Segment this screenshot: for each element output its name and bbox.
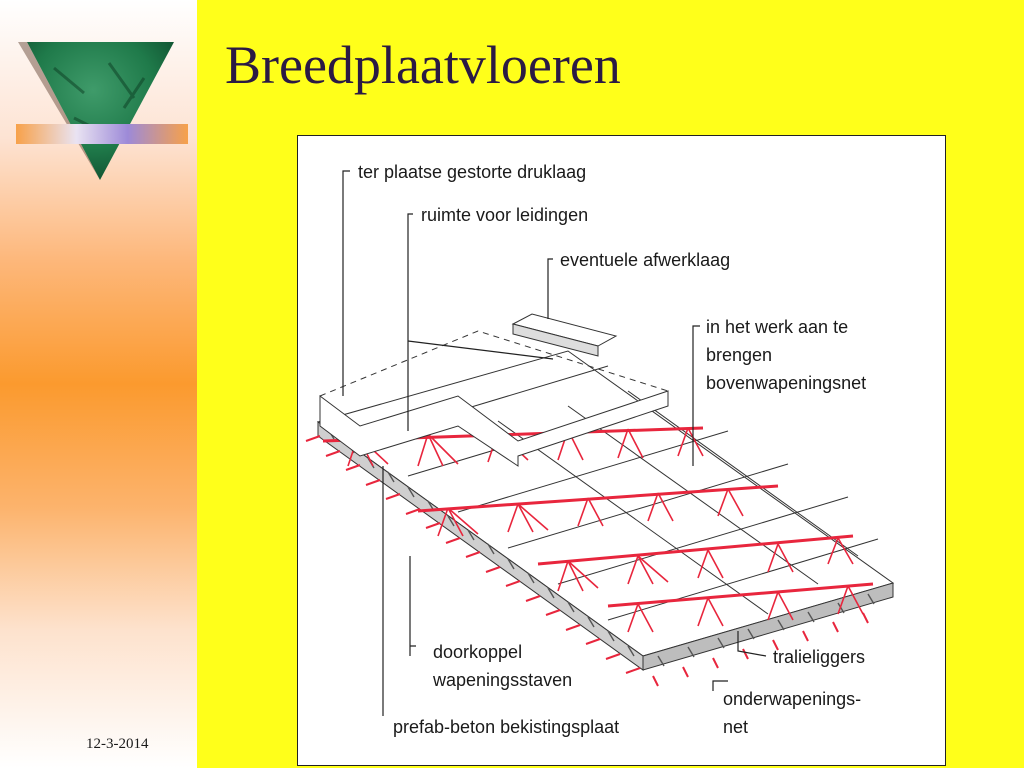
label-bovenwapening-2: brengen bbox=[706, 345, 773, 365]
label-doorkoppel-2: wapeningsstaven bbox=[433, 670, 573, 690]
slide-title: Breedplaatvloeren bbox=[225, 35, 621, 95]
label-afwerklaag: eventuele afwerklaag bbox=[560, 250, 731, 270]
label-onderwapening-1: onderwapenings- bbox=[723, 689, 862, 709]
floor-diagram-figure bbox=[297, 135, 946, 766]
label-doorkoppel-1: doorkoppel bbox=[433, 642, 523, 662]
label-leidingen: ruimte voor leidingen bbox=[421, 205, 589, 225]
slide-date: 12-3-2014 bbox=[86, 736, 149, 752]
triangle-logo bbox=[14, 38, 190, 184]
label-bovenwapening-3: bovenwapeningsnet bbox=[706, 373, 867, 393]
label-onderwapening-2: net bbox=[723, 717, 749, 737]
label-bekistingsplaat: prefab-beton bekistingsplaat bbox=[393, 717, 620, 737]
prefab-plate bbox=[318, 351, 893, 670]
label-druklaag: ter plaatse gestorte druklaag bbox=[358, 162, 587, 182]
label-bovenwapening-1: in het werk aan te bbox=[706, 317, 849, 337]
floor-diagram bbox=[298, 136, 947, 767]
label-tralieliggers: tralieliggers bbox=[773, 647, 866, 667]
